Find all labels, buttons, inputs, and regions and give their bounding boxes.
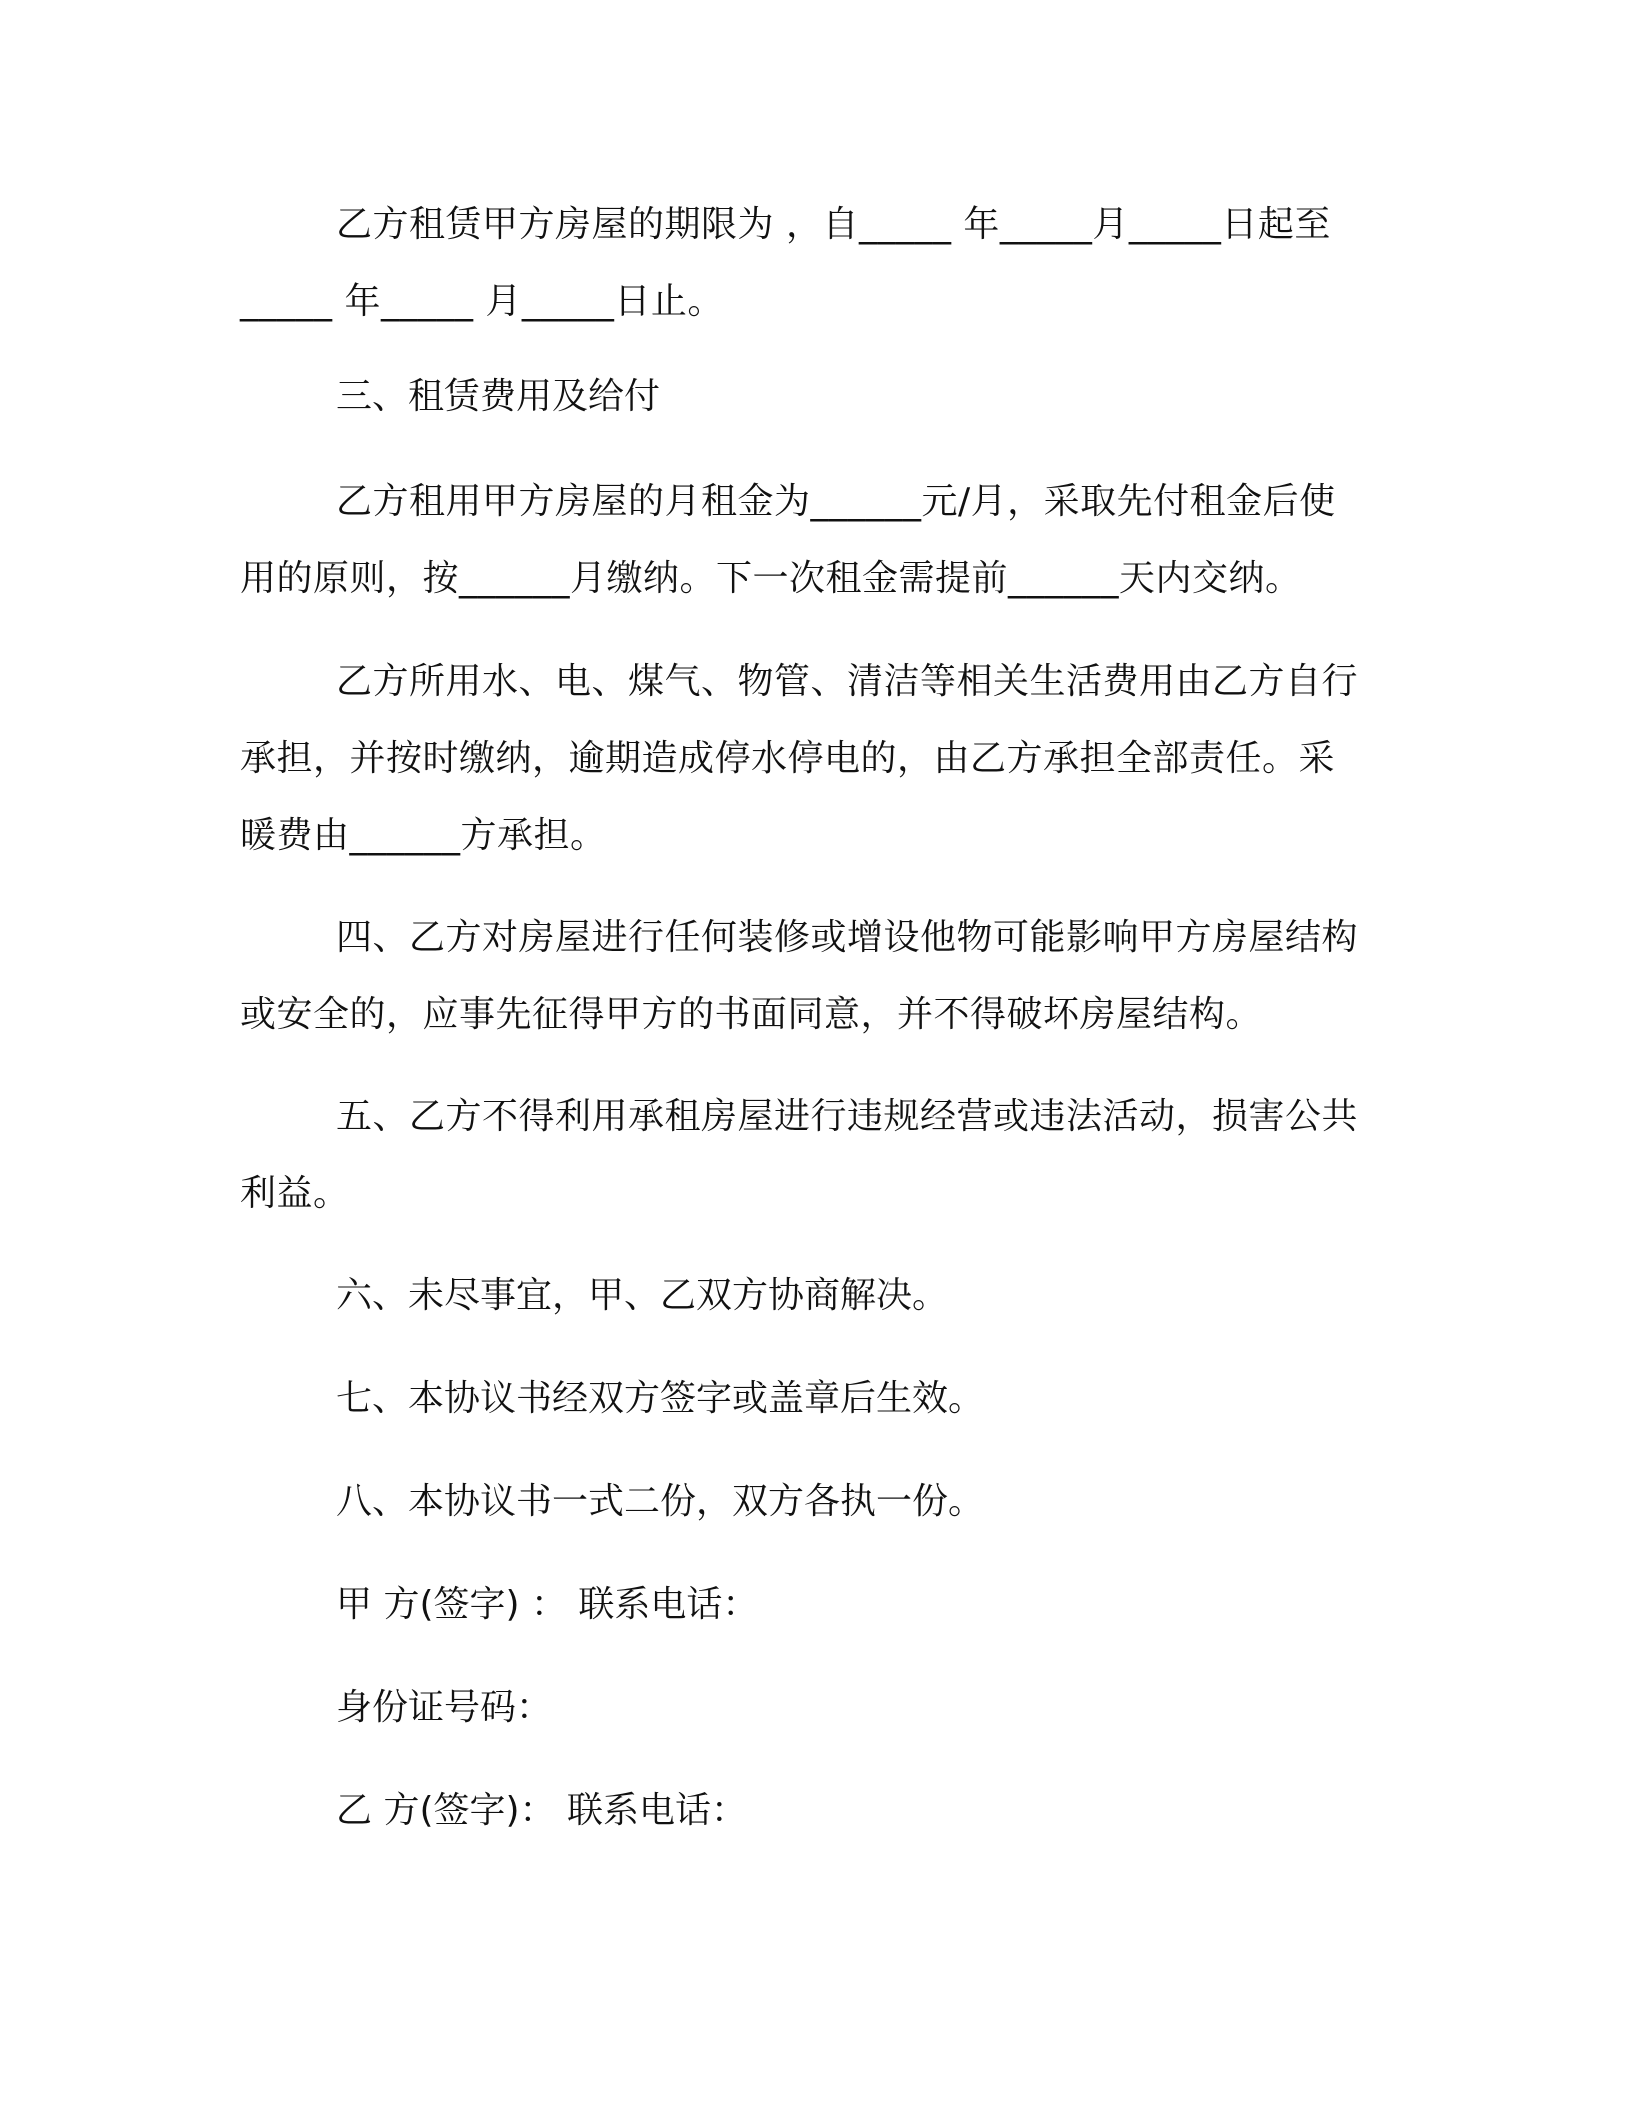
party-b-signature-line: 乙 方(签字)： 联系电话：	[336, 1790, 747, 1831]
party-a-signature-line: 甲 方(签字) ： 联系电话：	[336, 1584, 759, 1625]
illegal-use-paragraph: 五、乙方不得利用承租房屋进行违规经营或违法活动，损害公共利益。	[240, 1096, 1359, 1214]
section-heading-rent: 三、租赁费用及给付	[336, 376, 661, 417]
copies-clause-line: 八、本协议书一式二份，双方各执一份。	[336, 1481, 985, 1522]
lease-term-paragraph: 乙方租赁甲方房屋的期限为 ，自_____ 年_____月_____日起至_____ 年_____ 月_____日止。	[240, 204, 1331, 322]
rent-paragraph: 乙方租用甲方房屋的月租金为______元/月，采取先付租金后使用的原则，按______月缴纳。下一次租金需提前______天内交纳。	[240, 481, 1336, 599]
id-number-line: 身份证号码：	[336, 1687, 553, 1728]
effective-clause-line: 七、本协议书经双方签字或盖章后生效。	[336, 1378, 985, 1419]
unresolved-matters-line: 六、未尽事宜，甲、乙双方协商解决。	[336, 1275, 949, 1316]
utilities-paragraph: 乙方所用水、电、煤气、物管、清洁等相关生活费用由乙方自行承担，并按时缴纳，逾期造成停水停电的，由乙方承担全部责任。采暖费由______方承担。	[240, 661, 1359, 856]
renovation-paragraph: 四、乙方对房屋进行任何装修或增设他物可能影响甲方房屋结构或安全的，应事先征得甲方的书面同意，并不得破坏房屋结构。	[240, 917, 1359, 1035]
